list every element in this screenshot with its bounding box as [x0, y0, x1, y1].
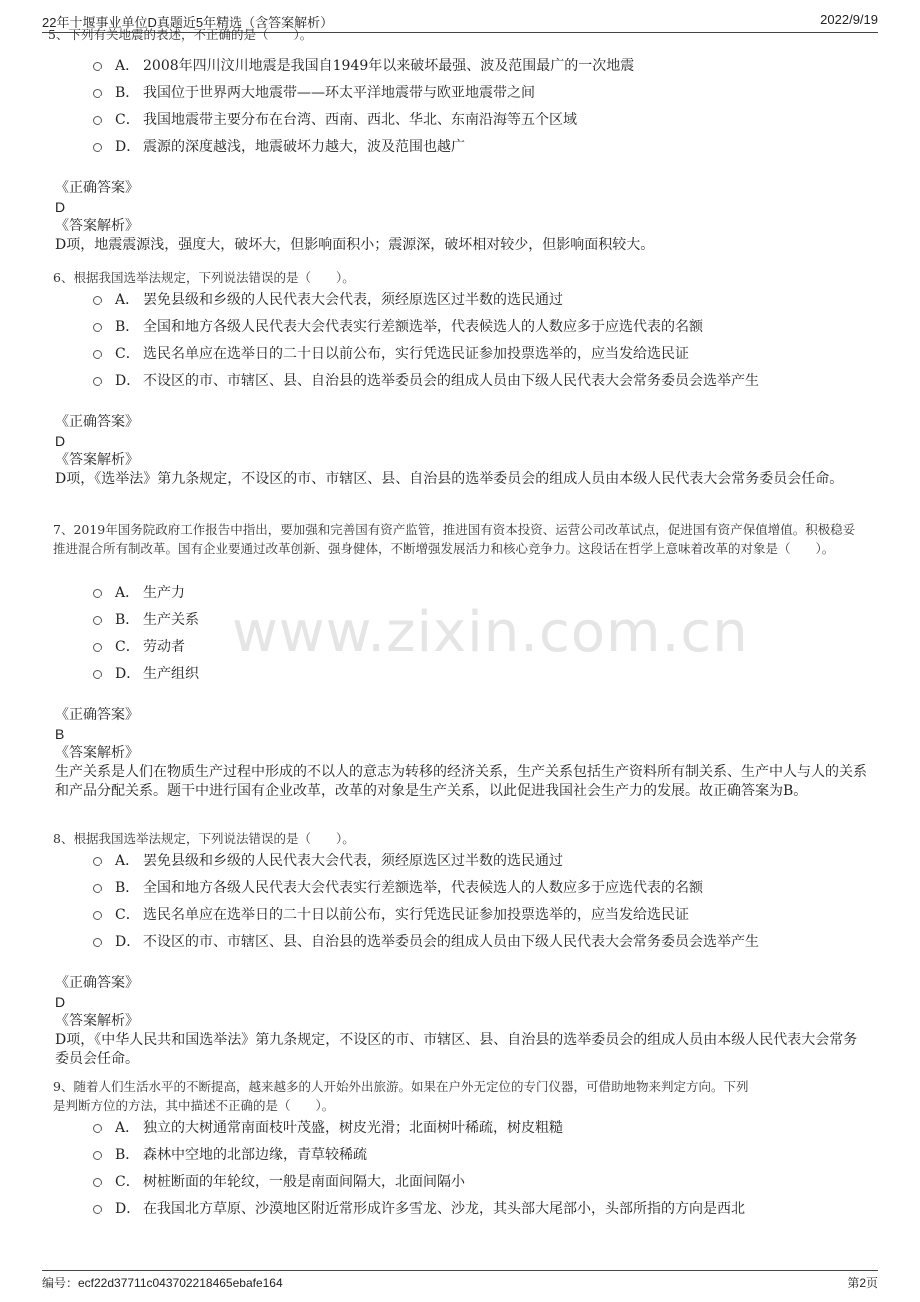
correct-answer: B — [55, 726, 65, 742]
answer-explanation: D项，地震震源浅，强度大，破坏大，但影响面积小；震源深，破坏相对较少，但影响面积较大。 — [55, 237, 655, 253]
question-7 — [55, 514, 867, 826]
radio-icon[interactable] — [93, 1151, 102, 1160]
option-b[interactable]: B． 全国和地方各级人民代表大会代表实行差额选举，代表候选人的人数应多于应选代表的名额 — [55, 875, 867, 902]
question-stem: 5、下列有关地震的表述，不正确的是（ ）。 — [48, 27, 313, 42]
option-b[interactable]: B． 生产关系 — [55, 607, 867, 634]
option-a[interactable]: A． 独立的大树通常南面枝叶茂盛，树皮光滑；北面树叶稀疏，树皮粗糙 — [55, 1115, 867, 1142]
radio-icon[interactable] — [93, 670, 102, 679]
answer-label: 《正确答案》 — [55, 707, 139, 723]
radio-icon[interactable] — [93, 884, 102, 893]
option-a[interactable]: A． 罢免县级和乡级的人民代表大会代表，须经原选区过半数的选民通过 — [55, 848, 867, 875]
radio-icon[interactable] — [93, 857, 102, 866]
radio-icon[interactable] — [93, 296, 102, 305]
option-c[interactable]: C． 树桩断面的年轮纹，一般是南面间隔大，北面间隔小 — [55, 1169, 867, 1196]
correct-answer: D — [55, 199, 66, 215]
answer-explanation: 生产关系是人们在物质生产过程中形成的不以人的意志为转移的经济关系，生产关系包括生产资料所有制关系、生产中人与人的关系和产品分配关系。题干中进行国有企业改革，改革的对象是生产关系，以此促进我国社会生产力的发展。故正确答案为B。 — [55, 764, 867, 799]
explanation-label: 《答案解析》 — [55, 745, 139, 761]
radio-icon[interactable] — [93, 938, 102, 947]
answer-label: 《正确答案》 — [55, 414, 139, 430]
radio-icon[interactable] — [93, 589, 102, 598]
answer-explanation: D项，《中华人民共和国选举法》第九条规定，不设区的市、市辖区、县、自治县的选举委员会的组成人员由本级人民代表大会常务委员会任命。 — [55, 1032, 858, 1067]
option-c[interactable]: C． 选民名单应在选举日的二十日以前公布，实行凭选民证参加投票选举的，应当发给选民证 — [55, 341, 867, 368]
radio-icon[interactable] — [93, 143, 102, 152]
option-b[interactable]: B． 森林中空地的北部边缘，青草较稀疏 — [55, 1142, 867, 1169]
document-code: 编号：ecf22d37711c043702218465ebafe164 — [42, 1276, 283, 1290]
explanation-label: 《答案解析》 — [55, 452, 139, 468]
option-a[interactable]: A． 2008年四川汶川地震是我国自1949年以来破坏最强、波及范围最广的一次地震 — [55, 53, 867, 80]
option-d[interactable]: D． 不设区的市、市辖区、县、自治县的选举委员会的组成人员由下级人民代表大会常务委员会选举产生 — [55, 929, 867, 956]
question-stem: 9、随着人们生活水平的不断提高，越来越多的人开始外出旅游。如果在户外无定位的专门仪器，可借助地物来判定方向。下列是判断方位的方法，其中描述不正确的是（ ）。 — [53, 1079, 749, 1113]
option-c[interactable]: C． 选民名单应在选举日的二十日以前公布，实行凭选民证参加投票选举的，应当发给选民证 — [55, 902, 867, 929]
question-9 — [55, 1078, 867, 1248]
question-8 — [55, 826, 867, 1078]
document-title: 22年十堰事业单位D真题近5年精选（含答案解析） — [42, 15, 334, 30]
header-date: 2022/9/19 — [820, 12, 878, 27]
radio-icon[interactable] — [93, 643, 102, 652]
radio-icon[interactable] — [93, 1205, 102, 1214]
question-5 — [48, 27, 867, 262]
option-c[interactable]: C． 劳动者 — [55, 634, 867, 661]
explanation-label: 《答案解析》 — [55, 218, 139, 234]
question-stem: 8、根据我国选举法规定，下列说法错误的是（ ）。 — [53, 831, 355, 846]
radio-icon[interactable] — [93, 89, 102, 98]
radio-icon[interactable] — [93, 62, 102, 71]
option-d[interactable]: D． 生产组织 — [55, 661, 867, 688]
radio-icon[interactable] — [93, 1178, 102, 1187]
option-a[interactable]: A． 罢免县级和乡级的人民代表大会代表，须经原选区过半数的选民通过 — [55, 287, 867, 314]
page-number: 第2页 — [847, 1276, 878, 1290]
option-b[interactable]: B． 全国和地方各级人民代表大会代表实行差额选举，代表候选人的人数应多于应选代表的名额 — [55, 314, 867, 341]
correct-answer: D — [55, 433, 66, 449]
radio-icon[interactable] — [93, 616, 102, 625]
option-d[interactable]: D． 不设区的市、市辖区、县、自治县的选举委员会的组成人员由下级人民代表大会常务委员会选举产生 — [55, 368, 867, 395]
option-a[interactable]: A． 生产力 — [55, 580, 867, 607]
radio-icon[interactable] — [93, 116, 102, 125]
question-stem: 7、2019年国务院政府工作报告中指出，要加强和完善国有资产监管，推进国有资本投资、运营公司改革试点，促进国有资产保值增值。积极稳妥推进混合所有制改革。国有企业要通过改革创新、强身健体，不断增强发展活力和核心竞争力。这段话在哲学上意味着改革的对象是（ ）。 — [53, 522, 856, 556]
option-d[interactable]: D． 震源的深度越浅，地震破坏力越大，波及范围也越广 — [55, 134, 867, 161]
option-c[interactable]: C． 我国地震带主要分布在台湾、西南、西北、华北、东南沿海等五个区域 — [55, 107, 867, 134]
correct-answer: D — [55, 994, 66, 1010]
watermark: www.zixin.com.cn — [232, 600, 749, 665]
option-d[interactable]: D． 在我国北方草原、沙漠地区附近常形成许多雪龙、沙龙，其头部大尾部小，头部所指的方向是西北 — [55, 1196, 867, 1223]
radio-icon[interactable] — [93, 350, 102, 359]
answer-label: 《正确答案》 — [55, 975, 139, 991]
option-b[interactable]: B． 我国位于世界两大地震带——环太平洋地震带与欧亚地震带之间 — [55, 80, 867, 107]
answer-label: 《正确答案》 — [55, 180, 139, 196]
radio-icon[interactable] — [93, 323, 102, 332]
question-stem: 6、根据我国选举法规定，下列说法错误的是（ ）。 — [53, 270, 355, 285]
answer-explanation: D项，《选举法》第九条规定，不设区的市、市辖区、县、自治县的选举委员会的组成人员由本级人民代表大会常务委员会任命。 — [55, 471, 844, 487]
questions-content — [48, 27, 867, 1248]
question-6 — [55, 262, 867, 514]
radio-icon[interactable] — [93, 1124, 102, 1133]
radio-icon[interactable] — [93, 911, 102, 920]
radio-icon[interactable] — [93, 377, 102, 386]
page-footer — [42, 1270, 878, 1293]
explanation-label: 《答案解析》 — [55, 1013, 139, 1029]
